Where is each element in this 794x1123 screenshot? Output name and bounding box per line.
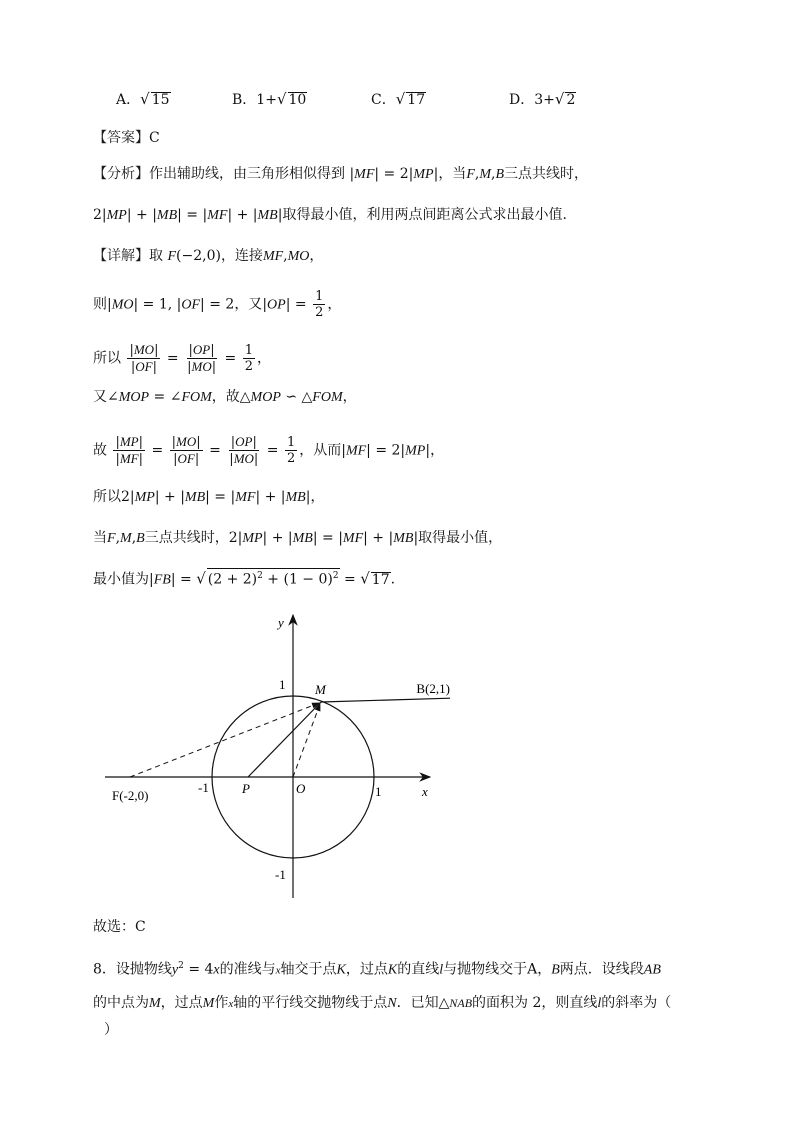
detail-text: ，又 — [234, 296, 263, 313]
fraction: $\frac{|OP|}{|MO|}$ — [187, 342, 217, 375]
detail-text: 最小值为 — [93, 571, 149, 588]
fraction: $\frac{1}{2}$ — [244, 343, 254, 374]
answer-value: C — [149, 130, 160, 146]
analysis-line-2 — [93, 205, 567, 226]
option-d-label: D． — [509, 92, 535, 108]
option-a-label: A． — [116, 92, 141, 108]
math-mf-eq: |MF| = 2|MP| — [349, 166, 439, 182]
detail-line-4: 又∠MOP = ∠FOM，故△MOP ∽ △FOM， — [93, 389, 357, 405]
analysis-text: 三点共线时， — [504, 166, 589, 182]
analysis-text: ，当 — [438, 166, 467, 182]
label-neg1-bottom: -1 — [275, 867, 286, 882]
detail-text: 则 — [93, 296, 107, 313]
q8-text: 的直线 — [397, 961, 440, 978]
q8-text: ，过点 — [345, 961, 388, 978]
option-a-value: 15 — [151, 92, 170, 108]
q8-text: 轴的平行线交抛物线于点 — [233, 995, 388, 1011]
q8-text: 两点．设线段 — [559, 961, 644, 978]
q8-text: ．已知△ — [396, 995, 450, 1011]
fraction: $\frac{|MO|}{|OF|}$ — [129, 342, 159, 375]
label-f: F(-2,0) — [112, 788, 149, 803]
option-d-prefix: 3+ — [534, 92, 555, 108]
detail-line-3: 所以 $\frac{|MO|}{|OF|}$ = $\frac{|OP|}{|MO|}$ = $\frac{1}{2}$ ， — [93, 342, 272, 375]
detail-line-1: 【详解】取 F(−2,0)，连接MF,MO， — [93, 248, 324, 264]
label-y: y — [278, 615, 284, 630]
answer-tag: 【答案】 — [93, 130, 149, 146]
label-m: M — [315, 682, 326, 697]
q8-text: 与抛物线交于A， — [443, 961, 552, 978]
detail-text: ，故 — [211, 389, 240, 405]
option-c — [371, 89, 426, 110]
segment-fm — [130, 703, 319, 777]
geometry-figure — [90, 610, 450, 910]
option-b-prefix: 1+ — [256, 92, 277, 108]
label-o: O — [296, 781, 306, 796]
detail-text: 取 — [149, 248, 163, 264]
segment-mp — [248, 702, 321, 777]
detail-text: 三点共线时， — [144, 530, 229, 546]
q8-text: 作 — [214, 995, 229, 1011]
option-b-value: 10 — [288, 92, 307, 108]
choice-line — [93, 917, 146, 937]
label-one-top: 1 — [279, 677, 286, 692]
choice-text: 故选：C — [93, 919, 146, 935]
label-one-right: 1 — [375, 784, 382, 799]
q8-text: 8．设抛物线 — [93, 961, 172, 978]
option-d-value: 2 — [566, 92, 576, 108]
q8-text: ） — [104, 1022, 118, 1038]
label-x: x — [422, 784, 428, 799]
q8-text: 的中点为 — [93, 995, 149, 1011]
math-point-f: F(−2,0) — [167, 248, 221, 264]
option-b — [232, 89, 307, 110]
sqrt-icon: √ — [276, 90, 287, 108]
segment-om — [293, 704, 320, 777]
detail-text: 故 — [93, 442, 107, 459]
q8-text: 轴交于点 — [280, 961, 337, 978]
sqrt-icon: √ — [196, 569, 206, 588]
detail-text: 所以 — [93, 350, 121, 367]
fraction: $\frac{|MP|}{|MF|}$ — [115, 434, 144, 467]
sqrt-icon: √ — [140, 90, 150, 108]
detail-text: 取得最小值， — [418, 530, 503, 546]
detail-text: 所以 — [93, 489, 121, 505]
option-c-value: 17 — [407, 92, 426, 108]
fraction: $\frac{1}{2}$ — [286, 435, 296, 466]
detail-line-6: 所以2|MP| + |MB| = |MF| + |MB|， — [93, 489, 325, 505]
detail-line-8: 最小值为|FB| = √ $(2 + 2)^2 + (1 - 0)^2$ = √ 17. — [93, 569, 396, 588]
fraction: $\frac{1}{2}$ — [315, 289, 324, 320]
math-sum: 2|MP| + |MB| = |MF| + |MB| — [93, 207, 283, 223]
fraction: $\frac{|MO|}{|OF|}$ — [171, 434, 201, 467]
q8-text: ，过点 — [160, 995, 203, 1011]
detail-text: 又 — [93, 389, 107, 405]
detail-tag: 【详解】 — [93, 248, 149, 264]
option-d — [509, 89, 576, 110]
sqrt-icon: √ — [395, 90, 406, 108]
label-neg1-left: -1 — [198, 780, 209, 795]
sqrt-icon: √ — [554, 90, 565, 108]
q8-text: 的准线与 — [219, 961, 276, 978]
q8-text: 的面积为 2，则直线 — [472, 995, 598, 1011]
detail-text: 当 — [93, 530, 107, 546]
detail-line-5: 故 $\frac{|MP|}{|MF|}$ = $\frac{|MO|}{|OF|}$ = $\frac{|OP|}{|MO|}$ = $\frac{1}{2}$ ，从而|MF| = 2|MP|， — [93, 434, 445, 467]
analysis-text: 取得最小值，利用两点间距离公式求出最小值. — [282, 207, 567, 223]
detail-text: ，从而 — [299, 442, 342, 459]
analysis-tag: 【分析】 — [93, 166, 149, 182]
option-b-label: B． — [232, 92, 257, 108]
option-c-label: C． — [371, 92, 396, 108]
q8-line-1: 8．设抛物线$y^2 = 4x$的准线与x轴交于点K，过点K的直线l与抛物线交于A，B两点．设线段AB — [93, 961, 661, 978]
detail-text: ，连接 — [220, 248, 263, 264]
segment-mb — [321, 698, 450, 702]
detail-line-2: 则|MO| = 1, |OF| = 2，又|OP| = $\frac{1}{2}$ ， — [93, 289, 342, 320]
fraction: $\frac{|OP|}{|MO|}$ — [229, 434, 259, 467]
q8-line-2: 的中点为M，过点M作x轴的平行线交抛物线于点N．已知△NAB的面积为 2，则直线l的斜率为（ — [93, 995, 672, 1011]
option-a — [116, 89, 171, 110]
q8-text: 的斜率为（ — [601, 995, 672, 1011]
sqrt-icon: √ — [360, 569, 370, 588]
answer-line — [93, 128, 160, 148]
q8-line-3 — [104, 1020, 118, 1040]
analysis-text: 作出辅助线，由三角形相似得到 — [149, 166, 345, 182]
analysis-line-1: 【分析】作出辅助线，由三角形相似得到 |MF| = 2|MP|，当F,M,B三点共线时， — [93, 166, 589, 182]
detail-line-7: 当F,M,B三点共线时，2|MP| + |MB| = |MF| + |MB|取得最小值， — [93, 530, 503, 546]
label-p: P — [242, 781, 250, 796]
label-b: B(2,1) — [416, 681, 450, 696]
